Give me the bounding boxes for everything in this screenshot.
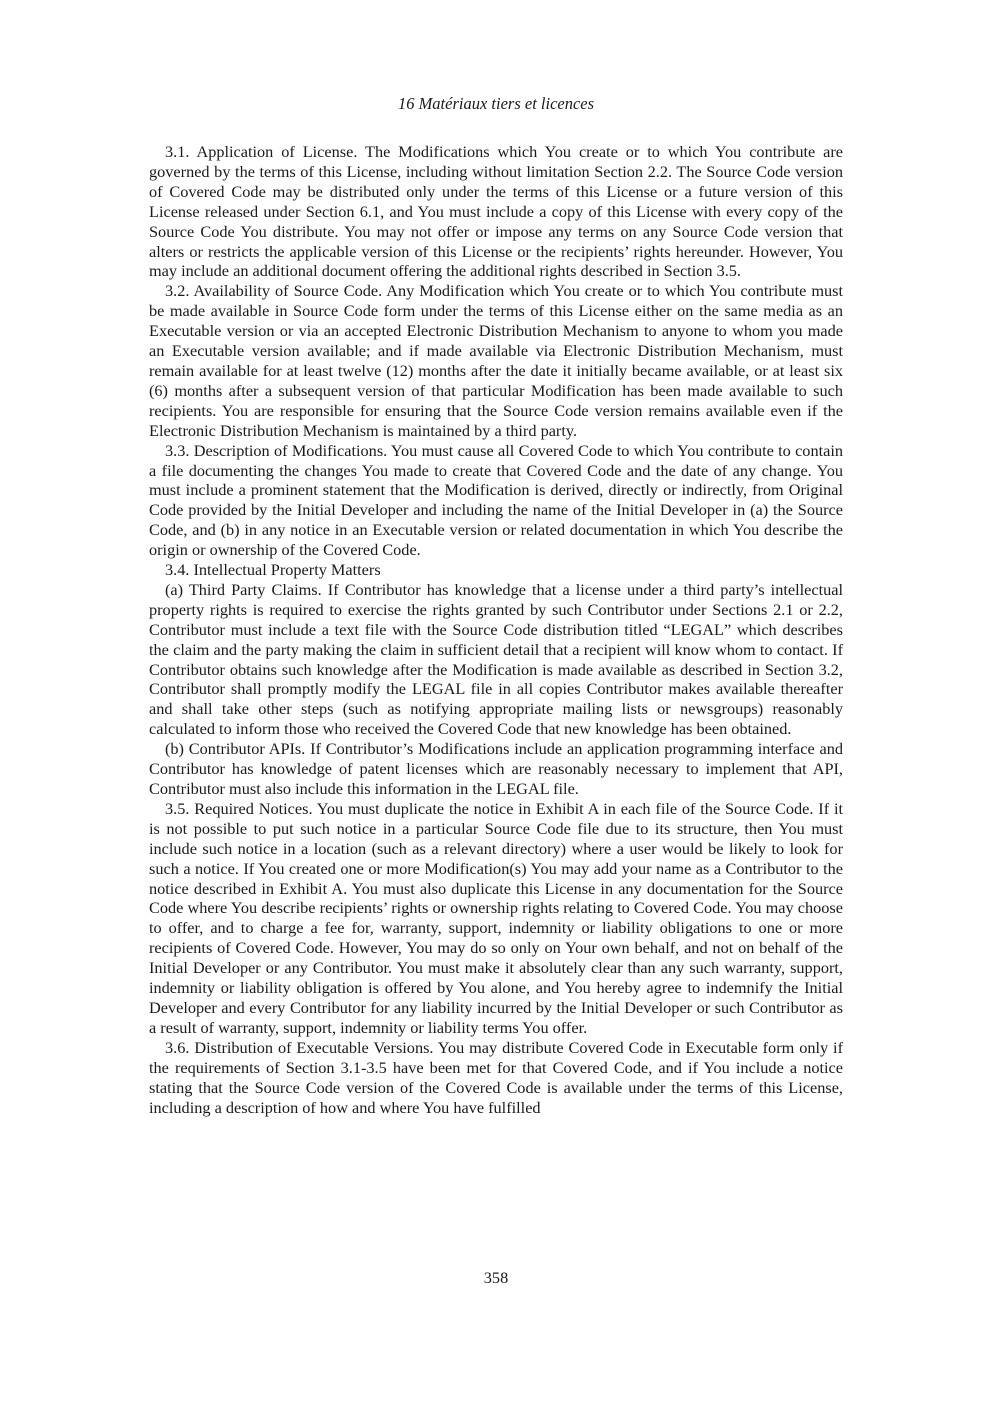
- paragraph-3-4-b: (b) Contributor APIs. If Contributor’s Modifications include an application programming interface and Contributor has knowledge of patent licenses which are reasonably necessary to implement that API, Contributor must also include this information in the LEGAL file.: [149, 739, 843, 798]
- paragraph-3-6: 3.6. Distribution of Executable Versions. You may distribute Covered Code in Executable form only if the requirements of Section 3.1-3.5 have been met for that Covered Code, and if You include a notice stating that the Source Code version of the Covered Code is available under the terms of this License, including a description of how and where You have fulfilled: [149, 1037, 843, 1117]
- paragraph-3-4-a: (a) Third Party Claims. If Contributor has knowledge that a license under a third party’s intellectual property rights is required to exercise the rights granted by such Contributor under Sections 2.1 or 2.2, Contributor must include a text file with the Source Code distribution titled “LEGAL” which describes the claim and the party making the claim in sufficient detail that a recipient will know whom to contact. If Contributor obtains such knowledge after the Modification is made available as described in Section 3.2, Contributor shall promptly modify the LEGAL file in all copies Contributor makes available thereafter and shall take other steps (such as notifying appropriate mailing lists or newsgroups) reasonably calculated to inform those who received the Covered Code that new knowledge has been obtained.: [149, 579, 843, 739]
- paragraph-3-1: 3.1. Application of License. The Modifications which You create or to which You contribute are governed by the terms of this License, including without limitation Section 2.2. The Source Code version of Covered Code may be distributed only under the terms of this License or a future version of this License released under Section 6.1, and You must include a copy of this License with every copy of the Source Code You distribute. You may not offer or impose any terms on any Source Code version that alters or restricts the applicable version of this License or the recipients’ rights hereunder. However, You may include an additional document offering the additional rights described in Section 3.5.: [149, 142, 843, 281]
- paragraph-3-5: 3.5. Required Notices. You must duplicate the notice in Exhibit A in each file of the Source Code. If it is not possible to put such notice in a particular Source Code file due to its structure, then You must include such notice in a location (such as a relevant directory) where a user would be likely to look for such a notice. If You created one or more Modification(s) You may add your name as a Contributor to the notice described in Exhibit A. You must also duplicate this License in any documentation for the Source Code where You describe recipients’ rights or ownership rights relating to Covered Code. You may choose to offer, and to charge a fee for, warranty, support, indemnity or liability obligations to one or more recipients of Covered Code. However, You may do so only on Your own behalf, and not on behalf of the Initial Developer or any Contributor. You must make it absolutely clear than any such warranty, support, indemnity or liability obligation is offered by You alone, and You hereby agree to indemnify the Initial Developer and every Contributor for any liability incurred by the Initial Developer or such Contributor as a result of warranty, support, indemnity or liability terms You offer.: [149, 798, 843, 1037]
- paragraph-3-3: 3.3. Description of Modifications. You must cause all Covered Code to which You contribute to contain a file documenting the changes You made to create that Covered Code and the date of any change. You must include a prominent statement that the Modification is derived, directly or indirectly, from Original Code provided by the Initial Developer and including the name of the Initial Developer in (a) the Source Code, and (b) in any notice in an Executable version or related documentation in which You describe the origin or ownership of the Covered Code.: [149, 440, 843, 560]
- paragraph-3-4-heading: 3.4. Intellectual Property Matters: [165, 560, 381, 580]
- license-body-text: [149, 142, 843, 1117]
- paragraph-3-2: 3.2. Availability of Source Code. Any Modification which You create or to which You contribute must be made available in Source Code form under the terms of this License either on the same media as an Executable version or via an accepted Electronic Distribution Mechanism to anyone to whom you made an Executable version available; and if made available via Electronic Distribution Mechanism, must remain available for at least twelve (12) months after the date it initially became available, or at least six (6) months after a subsequent version of that particular Modification has been made available to such recipients. You are responsible for ensuring that the Source Code version remains available even if the Electronic Distribution Mechanism is maintained by a third party.: [149, 281, 843, 440]
- page-number: 358: [483, 1268, 509, 1287]
- running-header: 16 Matériaux tiers et licences: [397, 94, 595, 113]
